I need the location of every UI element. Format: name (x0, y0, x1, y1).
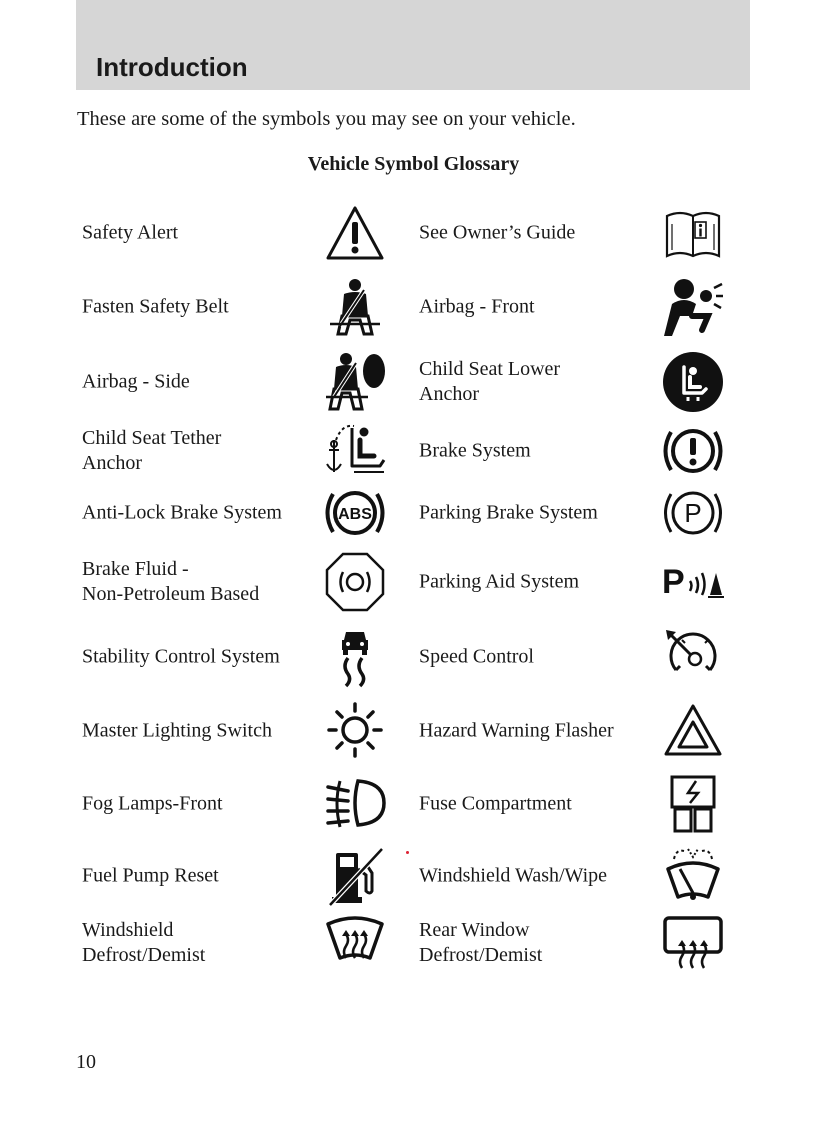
symbol-label (82, 426, 322, 476)
symbol-label (419, 570, 659, 595)
symbol-label-line: Fasten Safety Belt (82, 295, 229, 318)
master-lighting-icon (324, 700, 386, 762)
symbol-label (419, 792, 659, 817)
stray-mark (406, 851, 409, 854)
symbol-label (82, 864, 322, 889)
symbol-label (419, 501, 659, 526)
brake-fluid-icon (324, 551, 386, 613)
fuel-pump-reset-icon (324, 845, 386, 907)
fog-lamps-icon (324, 773, 386, 835)
symbol-label-line: See Owner’s Guide (419, 221, 576, 244)
symbol-label (82, 645, 322, 670)
symbol-label-line: Brake System (419, 439, 531, 462)
symbol-label-line: Rear Window (419, 919, 530, 941)
symbol-label-line: Parking Brake System (419, 501, 598, 524)
seat-belt-icon (324, 276, 386, 338)
symbol-label (419, 864, 659, 889)
symbol-label-line: Stability Control System (82, 645, 280, 668)
windshield-wash-wipe-icon (662, 845, 724, 907)
header-band (76, 0, 750, 90)
symbol-label-line: Anchor (419, 383, 479, 405)
symbol-label-line: Safety Alert (82, 221, 179, 244)
symbol-label (419, 645, 659, 670)
symbol-label-line: Anchor (82, 452, 142, 474)
symbol-label-line: Child Seat Lower (419, 358, 561, 380)
owners-guide-icon (662, 202, 724, 264)
symbol-label (82, 221, 322, 246)
symbol-label-line: Airbag - Side (82, 370, 190, 393)
rear-window-defrost-icon (662, 912, 724, 974)
symbol-label (419, 295, 659, 320)
symbol-label-line: Non-Petroleum Based (82, 583, 260, 605)
fuse-compartment-icon (662, 773, 724, 835)
symbol-label (419, 221, 659, 246)
symbol-label-line: Hazard Warning Flasher (419, 719, 614, 742)
child-seat-tether-anchor-icon (324, 420, 386, 482)
safety-alert-icon (324, 202, 386, 264)
symbol-label (82, 370, 322, 395)
symbol-label-line: Parking Aid System (419, 570, 580, 593)
airbag-front-icon (662, 276, 724, 338)
child-seat-lower-anchor-icon (662, 351, 724, 413)
symbol-label-line: Fuse Compartment (419, 792, 572, 815)
symbol-label (82, 719, 322, 744)
symbol-label (82, 501, 322, 526)
page-title: Introduction (96, 52, 248, 82)
abs-icon (324, 482, 386, 544)
symbol-label-line: Brake Fluid - (82, 558, 189, 580)
symbol-label-line: Windshield Wash/Wipe (419, 864, 608, 887)
page-number: 10 (76, 1051, 96, 1073)
abs-icon-text: ABS (338, 506, 372, 523)
symbol-label-line: Windshield (82, 919, 174, 941)
parking-aid-icon-text: P (662, 563, 685, 601)
symbol-label-line: Defrost/Demist (419, 944, 543, 966)
symbol-label (82, 557, 322, 607)
airbag-side-icon (324, 351, 386, 413)
glossary-title: Vehicle Symbol Glossary (307, 153, 520, 175)
hazard-flasher-icon (662, 700, 724, 762)
parking-brake-icon (662, 482, 724, 544)
parking-brake-icon-text: P (684, 498, 702, 528)
symbol-label (82, 295, 322, 320)
parking-aid-icon (662, 551, 724, 613)
symbol-label (82, 918, 322, 968)
symbol-label (419, 357, 659, 407)
symbol-label-line: Master Lighting Switch (82, 719, 272, 742)
windshield-defrost-icon (324, 912, 386, 974)
brake-system-icon (662, 420, 724, 482)
symbol-label (82, 792, 322, 817)
symbol-label-line: Defrost/Demist (82, 944, 206, 966)
symbol-label-line: Fog Lamps-Front (82, 792, 223, 815)
symbol-label-line: Fuel Pump Reset (82, 864, 219, 887)
symbol-label (419, 719, 659, 744)
symbol-label (419, 918, 659, 968)
symbol-label-line: Speed Control (419, 645, 534, 668)
stability-control-icon (324, 626, 386, 688)
symbol-label-line: Child Seat Tether (82, 427, 222, 449)
symbol-label-line: Anti-Lock Brake System (82, 501, 282, 524)
intro-text: These are some of the symbols you may see on your vehicle. (77, 108, 576, 130)
speed-control-icon (662, 626, 724, 688)
symbol-label (419, 439, 659, 464)
symbol-label-line: Airbag - Front (419, 295, 535, 318)
